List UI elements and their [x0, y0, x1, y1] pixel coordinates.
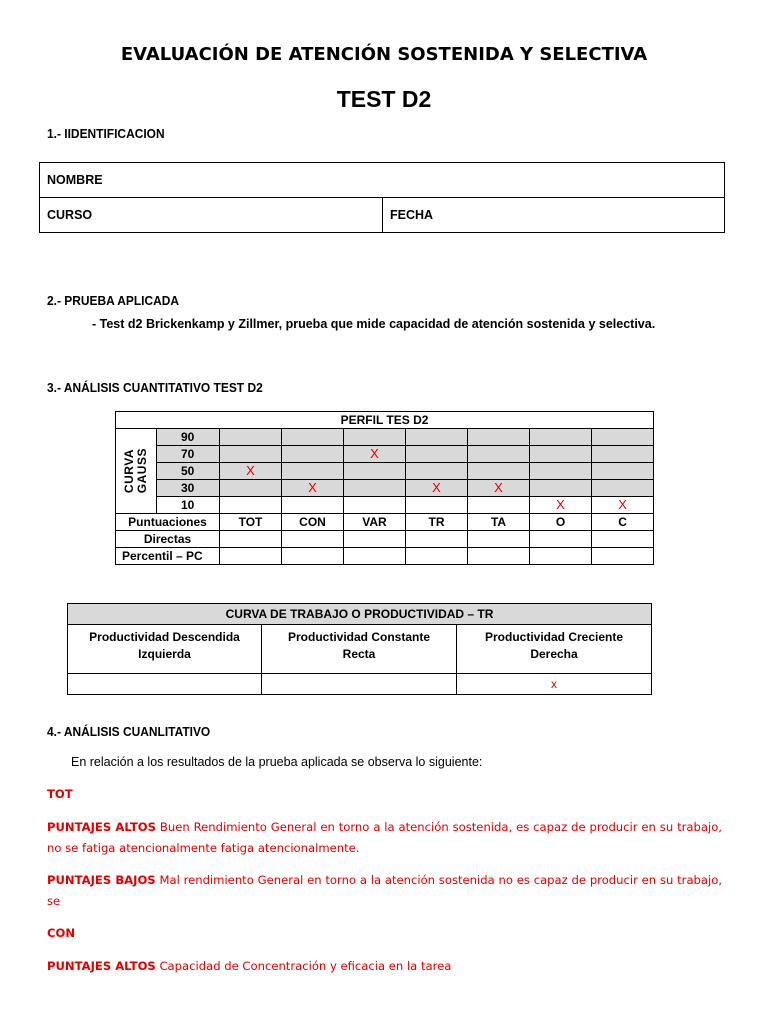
- puntajes-altos-text: Buen Rendimiento General en torno a la atención sostenida, es capaz de producir en su trabajo, no se fatiga atencionalmente fatiga atencionalmente.: [47, 820, 722, 855]
- section-4-intro: En relación a los resultados de la prueba aplicada se observa lo siguiente:: [71, 755, 483, 769]
- gauss-label: GAUSS: [135, 448, 149, 494]
- grid-cell: [530, 429, 592, 446]
- score-input[interactable]: [530, 531, 592, 548]
- column-label: Derecha: [530, 647, 578, 661]
- curva-trabajo-table: [67, 603, 652, 695]
- mark-cell: [344, 497, 406, 514]
- mark-cell: [530, 480, 592, 497]
- section-2-heading: 2.- PRUEBA APLICADA: [47, 293, 180, 308]
- mark-cell: [344, 463, 406, 480]
- puntajes-altos-text: Capacidad de Concentración y eficacia en la tarea: [155, 959, 452, 973]
- column-header-con: CON: [282, 514, 344, 531]
- level-label: 30: [157, 480, 220, 497]
- mark-cell: [406, 446, 468, 463]
- curva-mark-cell[interactable]: [262, 674, 457, 695]
- mark-cell: [282, 497, 344, 514]
- curva-mark-cell[interactable]: x: [457, 674, 652, 695]
- productividad-descendida: [68, 625, 262, 674]
- mark-cell: [592, 463, 654, 480]
- tot-altos-paragraph: [47, 817, 722, 859]
- mark-cell: [530, 446, 592, 463]
- percentil-input[interactable]: [468, 548, 530, 565]
- con-altos-paragraph: [47, 956, 722, 977]
- mark-cell: [344, 480, 406, 497]
- mark-cell: X: [592, 497, 654, 514]
- score-input[interactable]: [344, 531, 406, 548]
- column-label: Productividad Creciente: [484, 630, 624, 644]
- percentil-input[interactable]: [220, 548, 282, 565]
- curso-field[interactable]: CURSO: [40, 198, 383, 233]
- column-label: Productividad Descendida: [89, 630, 240, 644]
- mark-cell: [592, 480, 654, 497]
- fecha-field[interactable]: FECHA: [383, 198, 725, 233]
- mark-cell: [220, 497, 282, 514]
- productividad-creciente: [457, 625, 652, 674]
- puntajes-bajos-label: PUNTAJES BAJOS: [47, 873, 156, 887]
- section-1-heading: 1.- IIDENTIFICACION: [47, 126, 165, 141]
- section-4-heading: 4.- ANÁLISIS CUANLITATIVO: [47, 724, 211, 739]
- perfil-title: PERFIL TES D2: [116, 412, 654, 429]
- mark-cell: X: [530, 497, 592, 514]
- mark-cell: X: [220, 463, 282, 480]
- mark-cell: X: [282, 480, 344, 497]
- mark-cell: [220, 446, 282, 463]
- curva-label: CURVA: [122, 448, 136, 494]
- percentil-input[interactable]: [282, 548, 344, 565]
- document-subtitle: TEST D2: [336, 86, 432, 112]
- puntajes-altos-label: PUNTAJES ALTOS: [47, 959, 156, 973]
- column-label: Recta: [342, 647, 376, 661]
- column-label: Izquierda: [138, 647, 191, 661]
- level-label: 10: [157, 497, 220, 514]
- section-3-heading: 3.- ANÁLISIS CUANTITATIVO TEST D2: [47, 380, 263, 395]
- score-input[interactable]: [468, 531, 530, 548]
- grid-cell: [220, 429, 282, 446]
- percentil-input[interactable]: [592, 548, 654, 565]
- nombre-field[interactable]: NOMBRE: [40, 163, 725, 198]
- column-header-var: VAR: [344, 514, 406, 531]
- curva-mark-cell[interactable]: [68, 674, 262, 695]
- document-title: EVALUACIÓN DE ATENCIÓN SOSTENIDA Y SELECTIVA: [120, 44, 648, 65]
- mark-cell: [530, 463, 592, 480]
- mark-cell: X: [468, 480, 530, 497]
- mark-cell: X: [344, 446, 406, 463]
- mark-cell: [282, 446, 344, 463]
- level-label: 90: [157, 429, 220, 446]
- score-input[interactable]: [282, 531, 344, 548]
- level-label: 50: [157, 463, 220, 480]
- percentil-input[interactable]: [344, 548, 406, 565]
- puntuaciones-label: Puntuaciones: [116, 514, 220, 531]
- score-input[interactable]: [220, 531, 282, 548]
- grid-cell: [468, 429, 530, 446]
- column-header-tot: TOT: [220, 514, 282, 531]
- column-label: Productividad Constante: [287, 630, 430, 644]
- con-label: CON: [47, 926, 76, 940]
- curva-trabajo-title: CURVA DE TRABAJO O PRODUCTIVIDAD – TR: [68, 604, 652, 625]
- mark-cell: [468, 446, 530, 463]
- puntajes-bajos-text: Mal rendimiento General en torno a la atención sostenida no es capaz de producir en su trabajo, se: [47, 873, 723, 908]
- level-label: 70: [157, 446, 220, 463]
- score-input[interactable]: [406, 531, 468, 548]
- perfil-table: [115, 411, 654, 565]
- directas-label: Directas: [116, 531, 220, 548]
- applied-test-description: - Test d2 Brickenkamp y Zillmer, prueba que mide capacidad de atención sostenida y selectiva.: [92, 317, 656, 331]
- grid-cell: [344, 429, 406, 446]
- percentil-input[interactable]: [406, 548, 468, 565]
- grid-cell: [592, 429, 654, 446]
- mark-cell: X: [406, 480, 468, 497]
- mark-cell: [406, 463, 468, 480]
- column-header-o: O: [530, 514, 592, 531]
- identification-table: [39, 162, 725, 233]
- mark-cell: [468, 463, 530, 480]
- mark-cell: [592, 446, 654, 463]
- score-input[interactable]: [592, 531, 654, 548]
- productividad-constante: [262, 625, 457, 674]
- grid-cell: [406, 429, 468, 446]
- mark-cell: [220, 480, 282, 497]
- curva-gauss-label: [116, 429, 157, 514]
- tot-bajos-paragraph: [47, 870, 722, 912]
- percentil-label: Percentil – PC: [116, 548, 220, 565]
- grid-cell: [282, 429, 344, 446]
- column-header-tr: TR: [406, 514, 468, 531]
- tot-label: TOT: [47, 787, 73, 801]
- mark-cell: [282, 463, 344, 480]
- puntajes-altos-label: PUNTAJES ALTOS: [47, 820, 156, 834]
- column-header-ta: TA: [468, 514, 530, 531]
- column-header-c: C: [592, 514, 654, 531]
- mark-cell: [406, 497, 468, 514]
- mark-cell: [468, 497, 530, 514]
- percentil-input[interactable]: [530, 548, 592, 565]
